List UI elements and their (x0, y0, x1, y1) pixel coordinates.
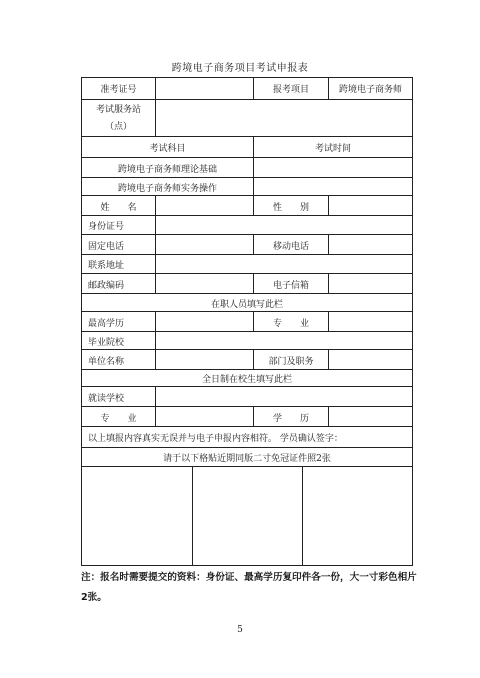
row-postcode (82, 273, 412, 294)
photo-area (82, 466, 412, 566)
company-label: 单位名称 (88, 356, 125, 367)
row-phone (82, 234, 412, 255)
phone-label: 固定电话 (88, 241, 125, 252)
row-confirmation (82, 426, 412, 448)
email-field[interactable] (328, 274, 412, 294)
postcode-field[interactable] (155, 274, 253, 294)
row-student-header (82, 369, 412, 387)
row-name (82, 195, 412, 216)
exam-site-label (82, 100, 155, 137)
project-value: 跨境电子商务师 (328, 78, 412, 99)
subject-practice-time-field[interactable] (253, 178, 412, 196)
row-education (82, 311, 412, 332)
confirmation-statement: 以上填报内容真实无误并与电子申报内容相符。 学员确认签字： (88, 434, 343, 444)
mobile-field[interactable] (328, 235, 412, 255)
address-field[interactable] (155, 255, 412, 274)
degree-field[interactable] (328, 407, 412, 427)
grad-school-field[interactable] (155, 332, 412, 350)
page-number: 5 (237, 625, 243, 635)
education-field[interactable] (155, 312, 253, 332)
student-major-label: 专 业 (100, 413, 137, 424)
phone-field[interactable] (155, 235, 253, 255)
subject-theory-time-field[interactable] (253, 158, 412, 178)
row-employed-header (82, 293, 412, 312)
employed-major-field[interactable] (328, 312, 412, 332)
id-field[interactable] (155, 216, 412, 235)
student-school-label: 就读学校 (88, 393, 125, 404)
exam-site-field[interactable] (155, 100, 412, 137)
exam-site-label-line1: 考试服务站 (95, 104, 141, 115)
photo-box-1[interactable] (82, 467, 192, 566)
mobile-label: 移动电话 (253, 235, 328, 255)
student-school-field[interactable] (155, 387, 412, 407)
time-header: 考试时间 (253, 137, 412, 158)
id-label: 身份证号 (88, 222, 125, 232)
row-subject-theory (82, 157, 412, 178)
name-field[interactable] (155, 196, 253, 216)
row-exam-number (82, 78, 412, 99)
exam-number-label: 准考证号 (100, 85, 137, 95)
photo-box-3[interactable] (302, 467, 412, 566)
row-id (82, 215, 412, 235)
address-label: 联系地址 (88, 261, 125, 271)
student-major-field[interactable] (155, 407, 253, 427)
exam-number-field[interactable] (155, 78, 253, 99)
subject-theory: 跨境电子商务师理论基础 (117, 164, 217, 175)
employed-major-label: 专 业 (253, 312, 328, 332)
row-subject-practice (82, 177, 412, 196)
row-subject-header (82, 136, 412, 158)
row-exam-site (82, 99, 412, 137)
project-label: 报考项目 (253, 78, 328, 99)
degree-label: 学 历 (253, 407, 328, 427)
photo-box-2[interactable] (192, 467, 302, 566)
subject-practice: 跨境电子商务师实务操作 (117, 183, 217, 194)
row-address (82, 254, 412, 274)
row-photo-instruction (82, 447, 412, 467)
subject-header: 考试科目 (149, 144, 186, 154)
department-label: 部门及职务 (253, 350, 328, 370)
row-grad-school (82, 331, 412, 350)
postcode-label: 邮政编码 (88, 280, 125, 291)
name-label: 姓 名 (100, 202, 137, 213)
submission-note: 注：报名时需要提交的资料：身份证、最高学历复印件各一份，大一寸彩色相片2张。 (81, 572, 417, 603)
form-title: 跨境电子商务项目考试申报表 (171, 63, 309, 74)
student-section-header: 全日制在校生填写此栏 (201, 375, 292, 385)
grad-school-label: 毕业院校 (88, 337, 125, 348)
education-label: 最高学历 (88, 318, 125, 329)
row-student-school (82, 386, 412, 407)
employed-section-header: 在职人员填写此栏 (210, 299, 283, 310)
gender-field[interactable] (328, 196, 412, 216)
application-form-table (81, 77, 413, 566)
exam-site-label-line2: （点） (104, 121, 132, 132)
photo-instruction: 请于以下格贴近期同版二寸免冠证件照2张 (163, 454, 331, 464)
gender-label: 性 别 (253, 196, 328, 216)
email-label: 电子信箱 (253, 274, 328, 294)
company-field[interactable] (155, 350, 253, 370)
row-company (82, 349, 412, 370)
row-student-major (82, 406, 412, 427)
department-field[interactable] (328, 350, 412, 370)
